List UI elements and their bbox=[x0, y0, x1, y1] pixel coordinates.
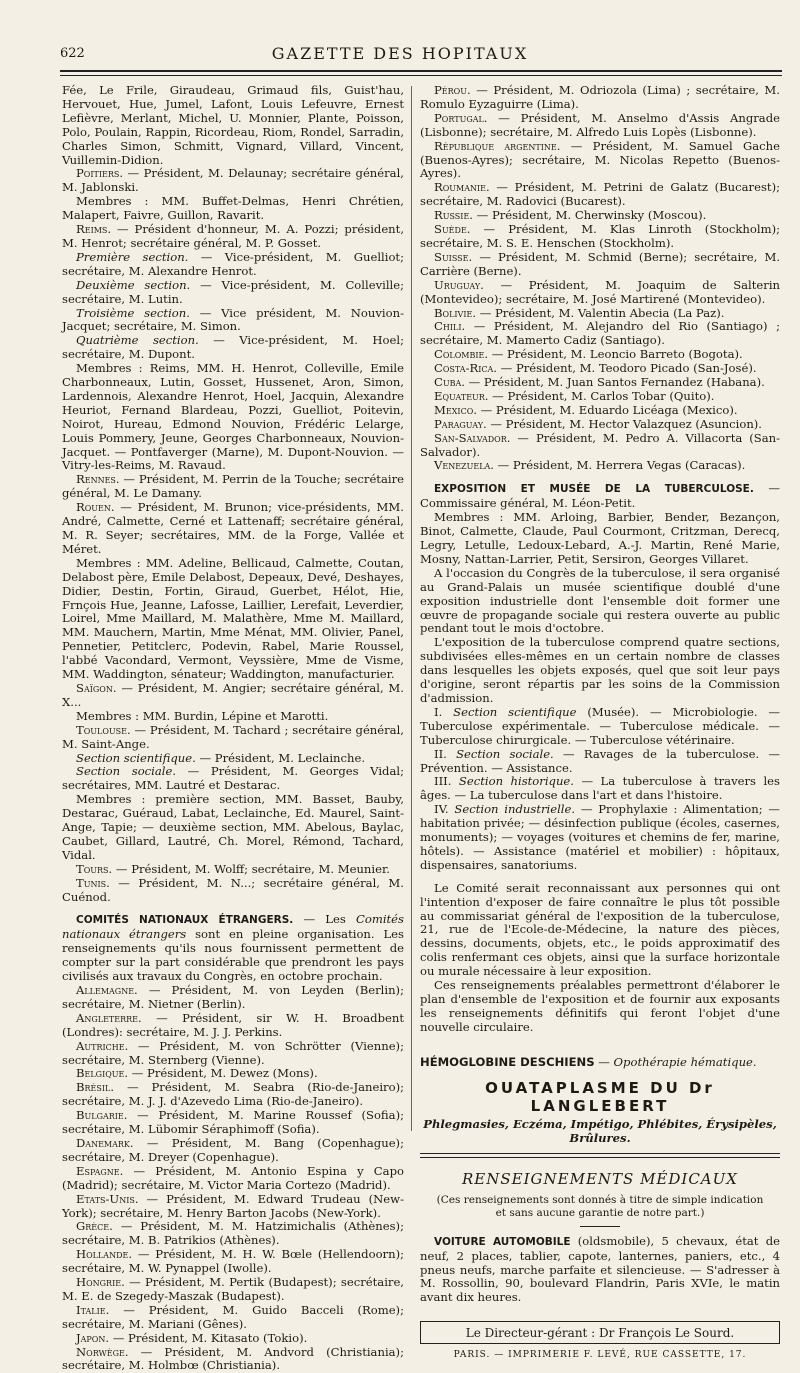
paragraph bbox=[62, 1040, 404, 1068]
renseignements-note-line1: (Ces renseignements sont donnés à titre de simple indication bbox=[436, 1193, 764, 1206]
paragraph bbox=[420, 432, 780, 460]
paragraph-text: — Président, M. Tachard ; secrétaire général, M. Saint-Ange. bbox=[62, 722, 404, 751]
paragraph-text: — Président, M. von Leyden (Berlin); secrétaire, M. Nietner (Berlin). bbox=[62, 983, 404, 1011]
short-divider bbox=[580, 1226, 620, 1227]
place-name: Suède. bbox=[434, 222, 471, 237]
place-name: Chili. bbox=[434, 319, 466, 334]
italic-term: Section historique. bbox=[458, 774, 574, 789]
place-name: Allemagne. bbox=[76, 983, 138, 997]
paragraph bbox=[420, 376, 780, 390]
paragraph bbox=[420, 362, 780, 376]
place-name: Etats-Unis. bbox=[76, 1191, 139, 1206]
paragraph-text: — Président, M. Klas Linroth (Stockholm); secrétaire, M. S. E. Henschen (Stockholm). bbox=[420, 222, 780, 250]
paragraph-text: Membres : Reims, MM. H. Henrot, Colleville, Emile Charbonneaux, Lutin, Gosset, Hussenet, Aron, Simon, Lardennois, Alexandre Henrot, Hoel, Jacquin, Alexandre Heuriot, Fernand Blardeau, Pozzi, Guelliot, Poitevin, Noirot, Hureau, Edmond Nouvion, Frédéric Lelarge, Louis Pommery, Jeune, Georges Charbonneaux, Nouvion-Jacquet. — Pontfaverger (Marne), M. Dupont-Nouvion. — Vitry-les-Reims, M. Ravaud. bbox=[62, 361, 404, 473]
ad-divider bbox=[420, 1153, 780, 1158]
paragraph-text: — Commissaire général, M. Léon-Petit. bbox=[420, 481, 780, 511]
paragraph bbox=[62, 682, 404, 710]
italic-term: Quatrième section. bbox=[76, 333, 199, 348]
voiture-head: VOITURE AUTOMOBILE bbox=[434, 1235, 571, 1248]
paragraph-text: — Président, M. Schmid (Berne); secrétaire, M. Carrière (Berne). bbox=[420, 249, 780, 278]
paragraph bbox=[420, 567, 780, 637]
paragraph-text: — Président, M. Valentin Abecia (La Paz). bbox=[476, 305, 725, 320]
paragraph bbox=[62, 752, 404, 766]
italic-term: Section scientifique bbox=[453, 704, 577, 719]
place-name: Japon. bbox=[76, 1330, 110, 1345]
place-name: Venezuela. bbox=[434, 458, 494, 473]
paragraph-text: — Vice-président, M. Hoel; secrétaire, M. Dupont. bbox=[62, 333, 404, 362]
place-name: Saïgon. bbox=[76, 680, 117, 695]
printer-line: PARIS. — IMPRIMERIE F. LEVÉ, RUE CASSETTE, 17. bbox=[453, 1350, 747, 1361]
section-heading: COMITÉS NATIONAUX ÉTRANGERS. bbox=[76, 914, 294, 927]
column-divider bbox=[411, 86, 412, 1131]
paragraph-text: Membres : première section, MM. Basset, Bauby, Destarac, Guéraud, Labat, Leclainche, Ed. Maurel, Saint-Ange, Tapie; — deuxième section, MM. Abelous, Baylac, Caubet, Gillard, Lautré, Ch. Morel, Rémond, Tachard, Vidal. bbox=[62, 792, 404, 862]
paragraph bbox=[420, 418, 780, 432]
paragraph bbox=[420, 748, 780, 776]
paragraph bbox=[62, 1276, 404, 1304]
left-column bbox=[62, 84, 404, 1373]
page-number: 622 bbox=[60, 46, 85, 61]
paragraph-text: (Musée). — Microbiologie. — Tuberculose expérimentale. — Tuberculose médicale. — Tuberculose chirurgicale. — Tuberculose vétérinaire. bbox=[420, 704, 781, 747]
renseignements-title: RENSEIGNEMENTS MÉDICAUX bbox=[462, 1169, 738, 1188]
paragraph bbox=[62, 1346, 404, 1373]
paragraph-text: — Président, M. Samuel Gache (Buenos-Ayres); secrétaire, M. Nicolas Repetto (Buenos-Ayres). bbox=[420, 138, 780, 181]
paragraph-text: — Président, M. Kitasato (Tokio). bbox=[109, 1330, 308, 1345]
paragraph-text: — Président, M. Antonio Espina y Capo (Madrid); secrétaire, M. Victor Maria Cortezo (Madrid). bbox=[62, 1163, 404, 1192]
paragraph-text: — Président, M. Juan Santos Fernandez (Habana). bbox=[464, 375, 765, 390]
place-name: République argentine. bbox=[434, 138, 561, 153]
header-rule bbox=[60, 70, 782, 72]
paragraph-text: — Président, M. Brunon; vice-présidents, MM. André, Calmette, Cerné et Lattenaff; secrétaire général, M. R. Seyer; secrétaires, MM. de la Forge, Vallée et Méret. bbox=[62, 500, 404, 556]
paragraph bbox=[62, 223, 404, 251]
paragraph bbox=[420, 307, 780, 321]
place-name: Toulouse. bbox=[76, 722, 131, 737]
paragraph bbox=[62, 1248, 404, 1276]
place-name: Italie. bbox=[76, 1302, 110, 1317]
ouataplasme-title: OUATAPLASME DU Dr LANGLEBERT bbox=[485, 1078, 715, 1115]
paragraph bbox=[62, 362, 404, 473]
place-name: Bolivie. bbox=[434, 305, 477, 320]
paragraph-text: I. bbox=[434, 704, 454, 719]
paragraph bbox=[420, 348, 780, 362]
place-name: Reims. bbox=[76, 222, 112, 237]
place-name: Paraguay. bbox=[434, 416, 487, 431]
paragraph-text: — Président, M. Dewez (Mons). bbox=[128, 1066, 318, 1081]
renseignements-note bbox=[420, 1194, 780, 1220]
paragraph bbox=[62, 1067, 404, 1081]
paragraph-text: — Président, M. N...; secrétaire général, M. Cuénod. bbox=[62, 875, 404, 904]
running-title: GAZETTE DES HOPITAUX bbox=[271, 44, 529, 63]
paragraph-text: — Président, M. Cherwinsky (Moscou). bbox=[472, 208, 707, 223]
paragraph-text: Ces renseignements préalables permettront d'élaborer le plan d'ensemble de l'exposition et de fournir aux exposants les renseignements définitifs qui feront l'objet d'une nouvelle circulaire. bbox=[420, 978, 780, 1034]
paragraph-text: — Président, M. Pedro A. Villacorta (San-Salvador). bbox=[420, 430, 780, 459]
paragraph-text: — Président, M. von Schrötter (Vienne); secrétaire, M. Sternberg (Vienne). bbox=[62, 1038, 404, 1067]
place-name: Russie. bbox=[434, 208, 473, 223]
place-name: Angleterre. bbox=[76, 1010, 142, 1025]
paragraph-text: — Président, M. Marine Roussef (Sofia); secrétaire, M. Lübomir Séraphimoff (Sofia). bbox=[62, 1108, 404, 1137]
paragraph bbox=[420, 390, 780, 404]
paragraph-text: — Président d'honneur, M. A. Pozzi; président, M. Henrot; secrétaire général, M. P. Gosset. bbox=[62, 222, 404, 250]
paragraph bbox=[62, 793, 404, 863]
paragraph bbox=[62, 1332, 404, 1346]
paragraph-text: — Président, M. Leclainche. bbox=[195, 750, 366, 765]
hemoglobine-desc: Opothérapie hématique. bbox=[613, 1054, 757, 1069]
italic-term: Section scientifique. bbox=[76, 750, 196, 765]
place-name: Portugal. bbox=[434, 110, 488, 125]
place-name: Poitiers. bbox=[76, 166, 124, 181]
paragraph-text: sont en pleine organisation. Les renseignements qu'ils nous fournissent permettent de compter sur la part considérable que prendront les pays civilisés aux travaux du Congrès, en octobre prochain. bbox=[62, 927, 404, 984]
paragraph bbox=[420, 181, 780, 209]
paragraph bbox=[62, 1220, 404, 1248]
paragraph bbox=[62, 724, 404, 752]
paragraph bbox=[62, 1081, 404, 1109]
paragraph-text: — Président, M. Seabra (Rio-de-Janeiro); secrétaire, M. J. J. d'Azevedo Lima (Rio-de-Janeiro). bbox=[62, 1080, 404, 1109]
paragraph bbox=[62, 84, 404, 167]
place-name: Hollande. bbox=[76, 1247, 133, 1262]
paragraph-text: Membres : MM. Burdin, Lépine et Marotti. bbox=[76, 708, 329, 723]
paragraph-text: — Président, M. Joaquim de Salterin (Montevideo); secrétaire, M. José Martirené (Montevideo). bbox=[420, 277, 780, 306]
paragraph-text: — Président, M. Pertik (Budapest); secrétaire, M. E. de Szegedy-Maszak (Budapest). bbox=[62, 1275, 404, 1303]
paragraph-text: — Président, M. Angier; secrétaire général, M. X... bbox=[62, 680, 404, 709]
ouataplasme-subtitle: Phlegmasies, Eczéma, Impétigo, Phlébites, Érysipèles, Brûlures. bbox=[423, 1116, 777, 1145]
paragraph bbox=[62, 557, 404, 682]
place-name: Espagne. bbox=[76, 1163, 124, 1178]
place-name: Roumanie. bbox=[434, 180, 490, 195]
paragraph-text: — Président, M. Odriozola (Lima) ; secrétaire, M. Romulo Eyzaguirre (Lima). bbox=[420, 83, 780, 111]
paragraph-text: — Président, M. M. Hatzimichalis (Athènes); secrétaire, M. B. Patrikios (Athènes). bbox=[62, 1219, 404, 1248]
place-name: Pérou. bbox=[434, 83, 471, 97]
paragraph bbox=[62, 279, 404, 307]
paragraph-text: Fée, Le Frile, Giraudeau, Grimaud fils, Guist'hau, Hervouet, Hue, Jumel, Lafont, Louis Lefeuvre, Ernest Lefièvre, Merlant, Michel, U. Monnier, Plante, Poisson, Polo, Poulain, Rappin, Ricordeau, Riom, Rondel, Sarradin, Charles Simon, Schmitt, Vignard, Villard, Vincent, Vuillemin-Didion. bbox=[62, 83, 404, 167]
paragraph-text: — Président, M. Alejandro del Rio (Santiago) ; secrétaire, M. Mamerto Cadiz (Santiago). bbox=[420, 319, 780, 348]
paragraph-text: — Président, M. Petrini de Galatz (Bucarest); secrétaire, M. Radovici (Bucarest). bbox=[420, 180, 780, 209]
voiture-ad bbox=[420, 1235, 780, 1306]
paragraph bbox=[420, 112, 780, 140]
paragraph bbox=[62, 913, 404, 984]
paragraph bbox=[62, 877, 404, 905]
paragraph-text: — Président, M. Carlos Tobar (Quito). bbox=[488, 388, 715, 403]
paragraph-text: IV. bbox=[434, 802, 455, 817]
paragraph-text: Membres : MM. Arloing, Barbier, Bender, Bezançon, Binot, Calmette, Claude, Paul Courmont, Critzman, Derecq, Legry, Letulle, Ledoux-Lebard, A.-J. Martin, René Marie, Mosny, Nattan-Larrier, Petit, Sersiron, Georges Villaret. bbox=[420, 510, 780, 566]
paragraph bbox=[62, 1165, 404, 1193]
paragraph-text: — Président, M. Delaunay; secrétaire général, M. Jablonski. bbox=[62, 166, 404, 195]
paragraph-text: — Président, M. Hector Valazquez (Asuncion). bbox=[486, 416, 762, 431]
paragraph bbox=[62, 501, 404, 557]
place-name: Grèce. bbox=[76, 1219, 113, 1234]
paragraph-text: III. bbox=[434, 774, 459, 789]
paragraph bbox=[62, 984, 404, 1012]
place-name: Uruguay. bbox=[434, 277, 484, 292]
paragraph bbox=[420, 882, 780, 979]
place-name: Suisse. bbox=[434, 249, 473, 264]
paragraph bbox=[420, 459, 780, 473]
paragraph-gap bbox=[420, 473, 780, 482]
italic-term: Section sociale. bbox=[456, 746, 554, 761]
place-name: Norwège. bbox=[76, 1344, 129, 1359]
paragraph bbox=[62, 307, 404, 335]
hemoglobine-name: HÉMOGLOBINE DESCHIENS bbox=[420, 1054, 595, 1069]
paragraph bbox=[62, 195, 404, 223]
paragraph bbox=[62, 1193, 404, 1221]
place-name: Colombie. bbox=[434, 347, 489, 362]
paragraph-text: — Président, M. Eduardo Licéaga (Mexico). bbox=[476, 402, 738, 417]
place-name: Cuba. bbox=[434, 375, 465, 390]
paragraph bbox=[62, 1012, 404, 1040]
paragraph-text: Membres : MM. Buffet-Delmas, Henri Chrétien, Malapert, Faivre, Guillon, Ravarit. bbox=[62, 194, 404, 223]
paragraph-text: Le Comité serait reconnaissant aux personnes qui ont l'intention d'exposer de faire connaître le plus tôt possible au commissariat général de l'exposition de la tuberculose, 21, rue de l'Ecole-de-Médecine, la nature des pièces, dessins, documents, objets, etc., le poids approximatif des colis renfermant ces objets, ainsi que la surface horizontale ou murale nécessaire à leur exposition. bbox=[420, 880, 780, 979]
paragraph bbox=[62, 765, 404, 793]
paragraph-text: — Vice-président, M. Guelliot; secrétaire, M. Alexandre Henrot. bbox=[62, 249, 404, 278]
paragraph-text: — Président, M. Herrera Vegas (Caracas). bbox=[493, 458, 746, 473]
paragraph-text: — Président, M. H. W. Bœle (Hellendoorn); secrétaire, M. W. Pynappel (Iwolle). bbox=[62, 1247, 404, 1276]
paragraph bbox=[62, 863, 404, 877]
paragraph-text: — Président, M. Guido Bacceli (Rome); secrétaire, M. Mariani (Gênes). bbox=[62, 1302, 404, 1331]
header-rule-thin bbox=[60, 75, 782, 76]
place-name: Danemark. bbox=[76, 1135, 134, 1150]
director-box: Le Directeur-gérant : Dr François Le Sourd. bbox=[420, 1321, 780, 1344]
italic-term: Première section. bbox=[76, 249, 189, 264]
paragraph-text: A l'occasion du Congrès de la tuberculose, il sera organisé au Grand-Palais un musée scientifique doublé d'une exposition industrielle dont l'ensemble doit former une œuvre de propagande sociale qui restera ouverte au public pendant tout le mois d'octobre. bbox=[420, 565, 780, 636]
paragraph bbox=[420, 511, 780, 567]
paragraph bbox=[420, 223, 780, 251]
italic-term: Section industrielle. bbox=[454, 802, 576, 817]
paragraph-text: — Président, M. Georges Vidal; secrétaires, MM. Lautré et Destarac. bbox=[62, 764, 405, 793]
place-name: Belgique. bbox=[76, 1066, 129, 1081]
paragraph bbox=[62, 167, 404, 195]
place-name: San-Salvador. bbox=[434, 430, 511, 445]
italic-term: Deuxième section. bbox=[76, 277, 191, 292]
right-column-text bbox=[420, 84, 780, 1035]
paragraph bbox=[420, 404, 780, 418]
paragraph-text: II. bbox=[434, 746, 457, 761]
paragraph bbox=[420, 482, 780, 511]
paragraph bbox=[420, 279, 780, 307]
paragraph bbox=[62, 1109, 404, 1137]
place-name: Brésil. bbox=[76, 1080, 115, 1095]
paragraph-text: — Président, M. Teodoro Picado (San-José). bbox=[496, 361, 757, 376]
paragraph bbox=[62, 334, 404, 362]
paragraph bbox=[420, 209, 780, 223]
paragraph-text: — Président, M. Bang (Copenhague); secrétaire, M. Dreyer (Copenhague). bbox=[62, 1135, 404, 1164]
paragraph bbox=[420, 775, 780, 803]
paragraph bbox=[62, 473, 404, 501]
paragraph bbox=[420, 979, 780, 1035]
place-name: Autriche. bbox=[76, 1038, 129, 1053]
hemoglobine-sep: — bbox=[594, 1054, 614, 1069]
paragraph-text: — Président, M. Anselmo d'Assis Angrade (Lisbonne); secrétaire, M. Alfredo Luis Lopès (Lisbonne). bbox=[420, 110, 780, 139]
paragraph-text: — Président, M. Wolff; secrétaire, M. Meunier. bbox=[112, 861, 390, 876]
place-name: Costa-Rica. bbox=[434, 361, 497, 376]
paragraph bbox=[420, 140, 780, 182]
paragraph-text: — Prophylaxie : Alimentation; — habitation privée; — désinfection publique (écoles, casernes, monuments); — voyages (voitures et chemins de fer, marine, hôtels). — Assistance (matériel et mobilier) : hôpitaux, dispensaires, sanatoriums. bbox=[420, 802, 780, 872]
paragraph-text: — Président, sir W. H. Broadbent (Londres): secrétaire, M. J. J. Perkins. bbox=[62, 1010, 404, 1039]
renseignements-note-line2: et sans aucune garantie de notre part.) bbox=[495, 1206, 705, 1219]
hemoglobine-ad bbox=[420, 1055, 780, 1069]
place-name: Bulgarie. bbox=[76, 1108, 128, 1123]
voiture-text: (oldsmobile), 5 chevaux, état de neuf, 2 places, tablier, capote, lanternes, paniers, etc., 4 pneus neufs, marche parfaite et silencieuse. — S'adresser à M. Rossollin, 90, boulevard Flandrin, Paris XVIe, le matin avant dix heures. bbox=[420, 1233, 780, 1305]
place-name: Mexico. bbox=[434, 402, 477, 417]
paragraph-text: Membres : MM. Adeline, Bellicaud, Calmette, Coutan, Delabost père, Emile Delabost, Depeaux, Devé, Deshayes, Didier, Destin, Fortin, Giraud, Guerbet, Hélot, Hie, Frnçois Hue, Jeanne, Lafosse, Laillier, Lerefait, Leverdier, Loirel, Mme Maillard, M. Malathère, Mme M. Maillard, MM. Mauchern, Martin, Mme Ménat, MM. Olivier, Panel, Pennetier, Petitclerc, Podevin, Rabel, Marie Roussel, l'abbé Vacondard, Vermont, Veyssière, Mme de Visme, MM. Waddington, sénateur; Waddington, manufacturier. bbox=[62, 555, 404, 682]
paragraph-text: — Président, M. Perrin de la Touche; secrétaire général, M. Le Damany. bbox=[62, 472, 404, 501]
paragraph bbox=[62, 710, 404, 724]
place-name: Hongrie. bbox=[76, 1275, 125, 1290]
place-name: Rennes. bbox=[76, 472, 120, 487]
paragraph bbox=[62, 1304, 404, 1332]
paragraph-text: — Président, M. Leoncio Barreto (Bogota). bbox=[488, 347, 743, 362]
paragraph-text: — La tuberculose à travers les âges. — La tuberculose dans l'art et dans l'histoire. bbox=[420, 774, 780, 803]
paragraph-text: — Président, M. Edward Trudeau (New-York); secrétaire, M. Henry Barton Jacobs (New-York). bbox=[62, 1191, 404, 1220]
paragraph-text: — Président, M. Andvord (Christiania); secrétaire, M. Holmbœ (Christiania). bbox=[62, 1344, 404, 1373]
paragraph-text: — Les bbox=[293, 912, 356, 927]
paragraph bbox=[420, 636, 780, 706]
paragraph bbox=[420, 803, 780, 873]
paragraph bbox=[420, 320, 780, 348]
paragraph bbox=[420, 251, 780, 279]
paragraph bbox=[420, 84, 780, 112]
place-name: Rouen. bbox=[76, 500, 115, 515]
place-name: Tours. bbox=[76, 861, 113, 876]
paragraph-text: — Ravages de la tuberculose. — Prévention. — Assistance. bbox=[420, 746, 781, 775]
italic-term: Troisième section. bbox=[76, 305, 190, 320]
place-name: Tunis. bbox=[76, 875, 110, 890]
section-heading: EXPOSITION ET MUSÉE DE LA TUBERCULOSE. bbox=[434, 483, 754, 496]
paragraph bbox=[420, 706, 780, 748]
paragraph-text: L'exposition de la tuberculose comprend quatre sections, subdivisées elles-mêmes en un certain nombre de classes dans lesquelles les objets exposés, quel que soit leur pays d'origine, seront répartis par les soins de la Commission d'admission. bbox=[420, 635, 780, 705]
italic-term: Section sociale. bbox=[76, 764, 177, 779]
paragraph-text: — Vice-président, M. Colleville; secrétaire, M. Lutin. bbox=[62, 277, 405, 306]
paragraph-text: — Vice président, M. Nouvion-Jacquet; secrétaire, M. Simon. bbox=[62, 305, 404, 334]
right-column bbox=[420, 84, 780, 1360]
place-name: Equateur. bbox=[434, 388, 489, 403]
italic-term: Comités nationaux étrangers bbox=[62, 912, 404, 942]
paragraph bbox=[62, 251, 404, 279]
